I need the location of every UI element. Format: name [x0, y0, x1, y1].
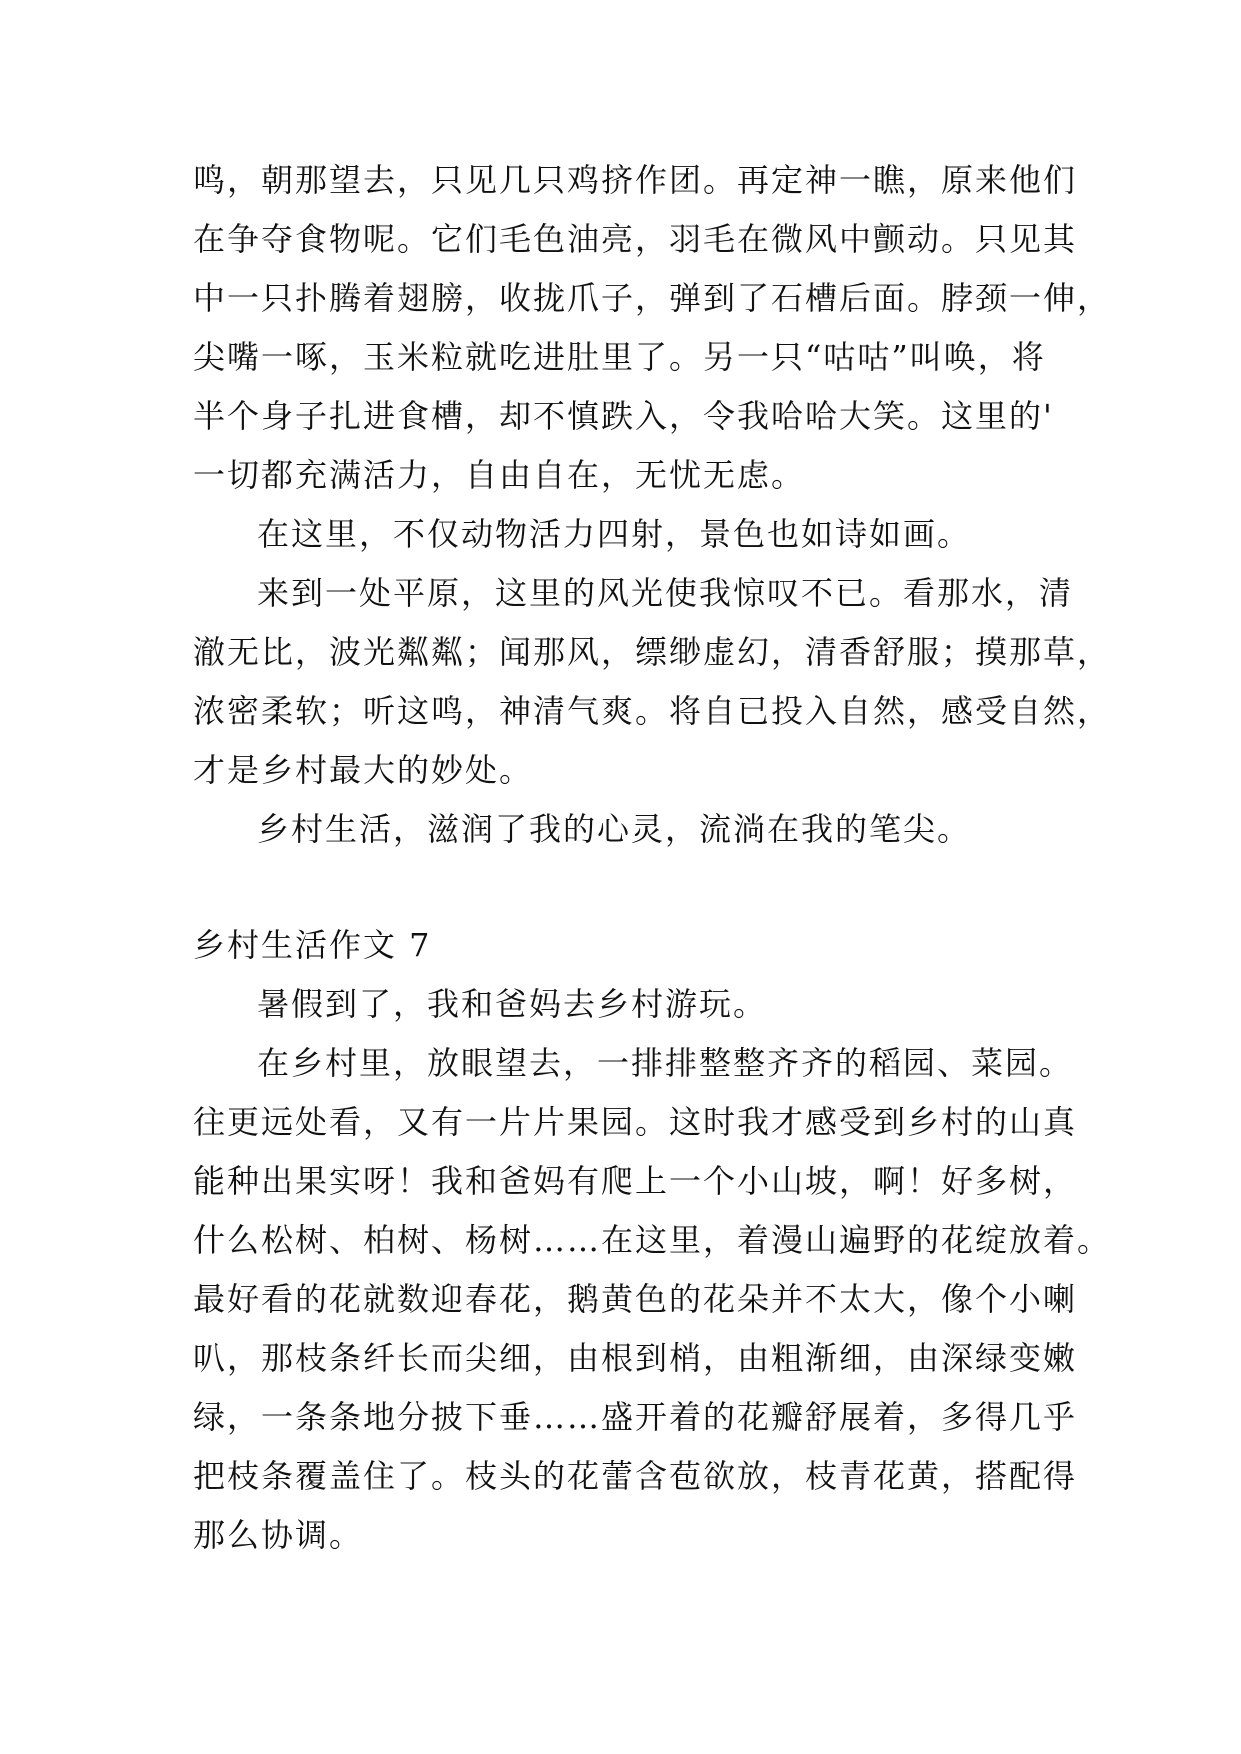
text-line: 绿，一条条地分披下垂……盛开着的花瓣舒展着，多得几乎 — [193, 1398, 1078, 1436]
section-title: 乡村生活作文 7 — [193, 926, 432, 964]
text-line: 往更远处看，又有一片片果园。这时我才感受到乡村的山真 — [193, 1103, 1078, 1141]
text-line: 尖嘴一啄，玉米粒就吃进肚里了。另一只“咕咕”叫唤，将 — [193, 338, 1046, 376]
text-line: 最好看的花就数迎春花，鹅黄色的花朵并不太大，像个小喇 — [193, 1280, 1078, 1318]
text-line: 那么协调。 — [193, 1516, 364, 1554]
text-line: 才是乡村最大的妙处。 — [193, 751, 534, 789]
text-line: 把枝条覆盖住了。枝头的花蕾含苞欲放，枝青花黄，搭配得 — [193, 1457, 1078, 1495]
text-line: 澈无比，波光粼粼；闻那风，缥缈虚幻，清香舒服；摸那草， — [193, 633, 1112, 671]
text-line: 半个身子扎进食槽，却不慎跌入，令我哈哈大笑。这里的' — [193, 397, 1054, 435]
text-line: 什么松树、柏树、杨树……在这里，着漫山遍野的花绽放着。 — [193, 1221, 1112, 1259]
text-line: 能种出果实呀！我和爸妈有爬上一个小山坡，啊！好多树， — [193, 1162, 1078, 1200]
text-line: 在争夺食物呢。它们毛色油亮，羽毛在微风中颤动。只见其 — [193, 220, 1078, 258]
paragraph: 暑假到了，我和爸妈去乡村游玩。 — [257, 985, 768, 1023]
paragraph: 乡村生活，滋润了我的心灵，流淌在我的笔尖。 — [257, 810, 972, 848]
paragraph: 在这里，不仅动物活力四射，景色也如诗如画。 — [257, 515, 972, 553]
text-line: 中一只扑腾着翅膀，收拢爪子，弹到了石槽后面。脖颈一伸， — [193, 279, 1112, 317]
text-line: 浓密柔软；听这鸣，神清气爽。将自已投入自然，感受自然， — [193, 692, 1112, 730]
text-line: 来到一处平原，这里的风光使我惊叹不已。看那水，清 — [257, 574, 1074, 612]
text-line: 一切都充满活力，自由自在，无忧无虑。 — [193, 456, 806, 494]
text-line: 叭，那枝条纤长而尖细，由根到梢，由粗渐细，由深绿变嫩 — [193, 1339, 1078, 1377]
text-line: 在乡村里，放眼望去，一排排整整齐齐的稻园、菜园。 — [257, 1044, 1074, 1082]
text-line: 鸣，朝那望去，只见几只鸡挤作团。再定神一瞧，原来他们 — [193, 161, 1078, 199]
